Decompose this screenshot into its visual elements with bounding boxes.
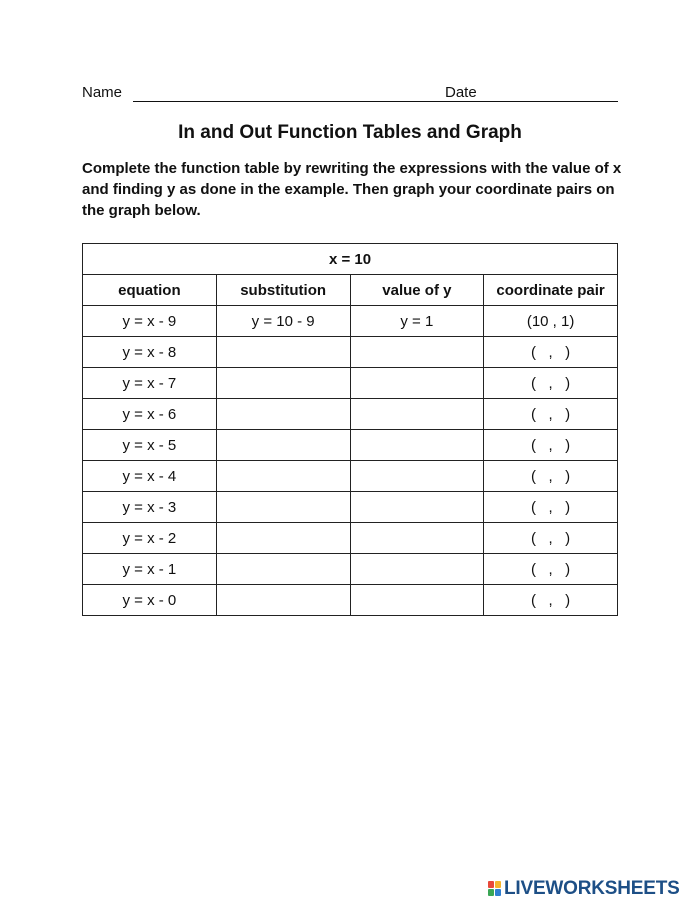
function-table bbox=[82, 243, 618, 616]
cell-equation: y = x - 8 bbox=[83, 337, 217, 368]
table-row bbox=[83, 306, 618, 337]
table-row bbox=[83, 368, 618, 399]
cell-value-of-y[interactable] bbox=[350, 430, 484, 461]
cell-value-of-y[interactable] bbox=[350, 585, 484, 616]
cell-value-of-y[interactable]: y = 1 bbox=[350, 306, 484, 337]
cell-substitution[interactable] bbox=[216, 585, 350, 616]
cell-value-of-y[interactable] bbox=[350, 368, 484, 399]
table-header-row bbox=[83, 275, 618, 306]
table-caption: x = 10 bbox=[83, 244, 618, 275]
cell-coordinate-pair[interactable]: ( , ) bbox=[484, 368, 618, 399]
cell-equation: y = x - 5 bbox=[83, 430, 217, 461]
name-date-row bbox=[82, 84, 618, 104]
cell-substitution[interactable] bbox=[216, 492, 350, 523]
cell-equation: y = x - 7 bbox=[83, 368, 217, 399]
column-header-equation: equation bbox=[83, 275, 217, 306]
instructions: Complete the function table by rewriting the expressions with the value of x and finding y as done in the example. Then graph your coordinate pairs on the graph below. bbox=[82, 160, 622, 219]
page-title: In and Out Function Tables and Graph bbox=[178, 122, 522, 143]
cell-value-of-y[interactable] bbox=[350, 492, 484, 523]
cell-equation: y = x - 2 bbox=[83, 523, 217, 554]
cell-substitution[interactable] bbox=[216, 523, 350, 554]
table-row bbox=[83, 492, 618, 523]
name-field[interactable] bbox=[133, 101, 523, 102]
cell-substitution[interactable] bbox=[216, 430, 350, 461]
cell-coordinate-pair[interactable]: ( , ) bbox=[484, 523, 618, 554]
cell-value-of-y[interactable] bbox=[350, 554, 484, 585]
cell-value-of-y[interactable] bbox=[350, 399, 484, 430]
cell-coordinate-pair[interactable]: (10 , 1) bbox=[484, 306, 618, 337]
table-row bbox=[83, 554, 618, 585]
cell-equation: y = x - 1 bbox=[83, 554, 217, 585]
cell-substitution[interactable] bbox=[216, 399, 350, 430]
column-header-pair: coordinate pair bbox=[484, 275, 618, 306]
cell-equation: y = x - 9 bbox=[83, 306, 217, 337]
table-row bbox=[83, 585, 618, 616]
cell-equation: y = x - 3 bbox=[83, 492, 217, 523]
cell-equation: y = x - 6 bbox=[83, 399, 217, 430]
cell-equation: y = x - 0 bbox=[83, 585, 217, 616]
liveworksheets-logo bbox=[488, 878, 680, 900]
column-header-value: value of y bbox=[350, 275, 484, 306]
cell-coordinate-pair[interactable]: ( , ) bbox=[484, 554, 618, 585]
cell-coordinate-pair[interactable]: ( , ) bbox=[484, 492, 618, 523]
table-row bbox=[83, 523, 618, 554]
liveworksheets-logo-text: LIVEWORKSHEETS bbox=[504, 878, 680, 899]
cell-equation: y = x - 4 bbox=[83, 461, 217, 492]
cell-substitution[interactable] bbox=[216, 368, 350, 399]
cell-value-of-y[interactable] bbox=[350, 337, 484, 368]
table-caption-row bbox=[83, 244, 618, 275]
cell-substitution[interactable] bbox=[216, 337, 350, 368]
date-field[interactable] bbox=[484, 101, 618, 102]
cell-coordinate-pair[interactable]: ( , ) bbox=[484, 399, 618, 430]
cell-coordinate-pair[interactable]: ( , ) bbox=[484, 585, 618, 616]
table-row bbox=[83, 337, 618, 368]
column-header-substitution: substitution bbox=[216, 275, 350, 306]
date-label: Date bbox=[445, 84, 477, 101]
table-row bbox=[83, 461, 618, 492]
table-row bbox=[83, 399, 618, 430]
cell-coordinate-pair[interactable]: ( , ) bbox=[484, 430, 618, 461]
name-label: Name bbox=[82, 84, 123, 101]
cell-coordinate-pair[interactable]: ( , ) bbox=[484, 337, 618, 368]
table-row bbox=[83, 430, 618, 461]
cell-coordinate-pair[interactable]: ( , ) bbox=[484, 461, 618, 492]
cell-substitution[interactable] bbox=[216, 554, 350, 585]
liveworksheets-logo-icon bbox=[488, 881, 502, 897]
cell-substitution[interactable]: y = 10 - 9 bbox=[216, 306, 350, 337]
cell-value-of-y[interactable] bbox=[350, 461, 484, 492]
cell-value-of-y[interactable] bbox=[350, 523, 484, 554]
cell-substitution[interactable] bbox=[216, 461, 350, 492]
